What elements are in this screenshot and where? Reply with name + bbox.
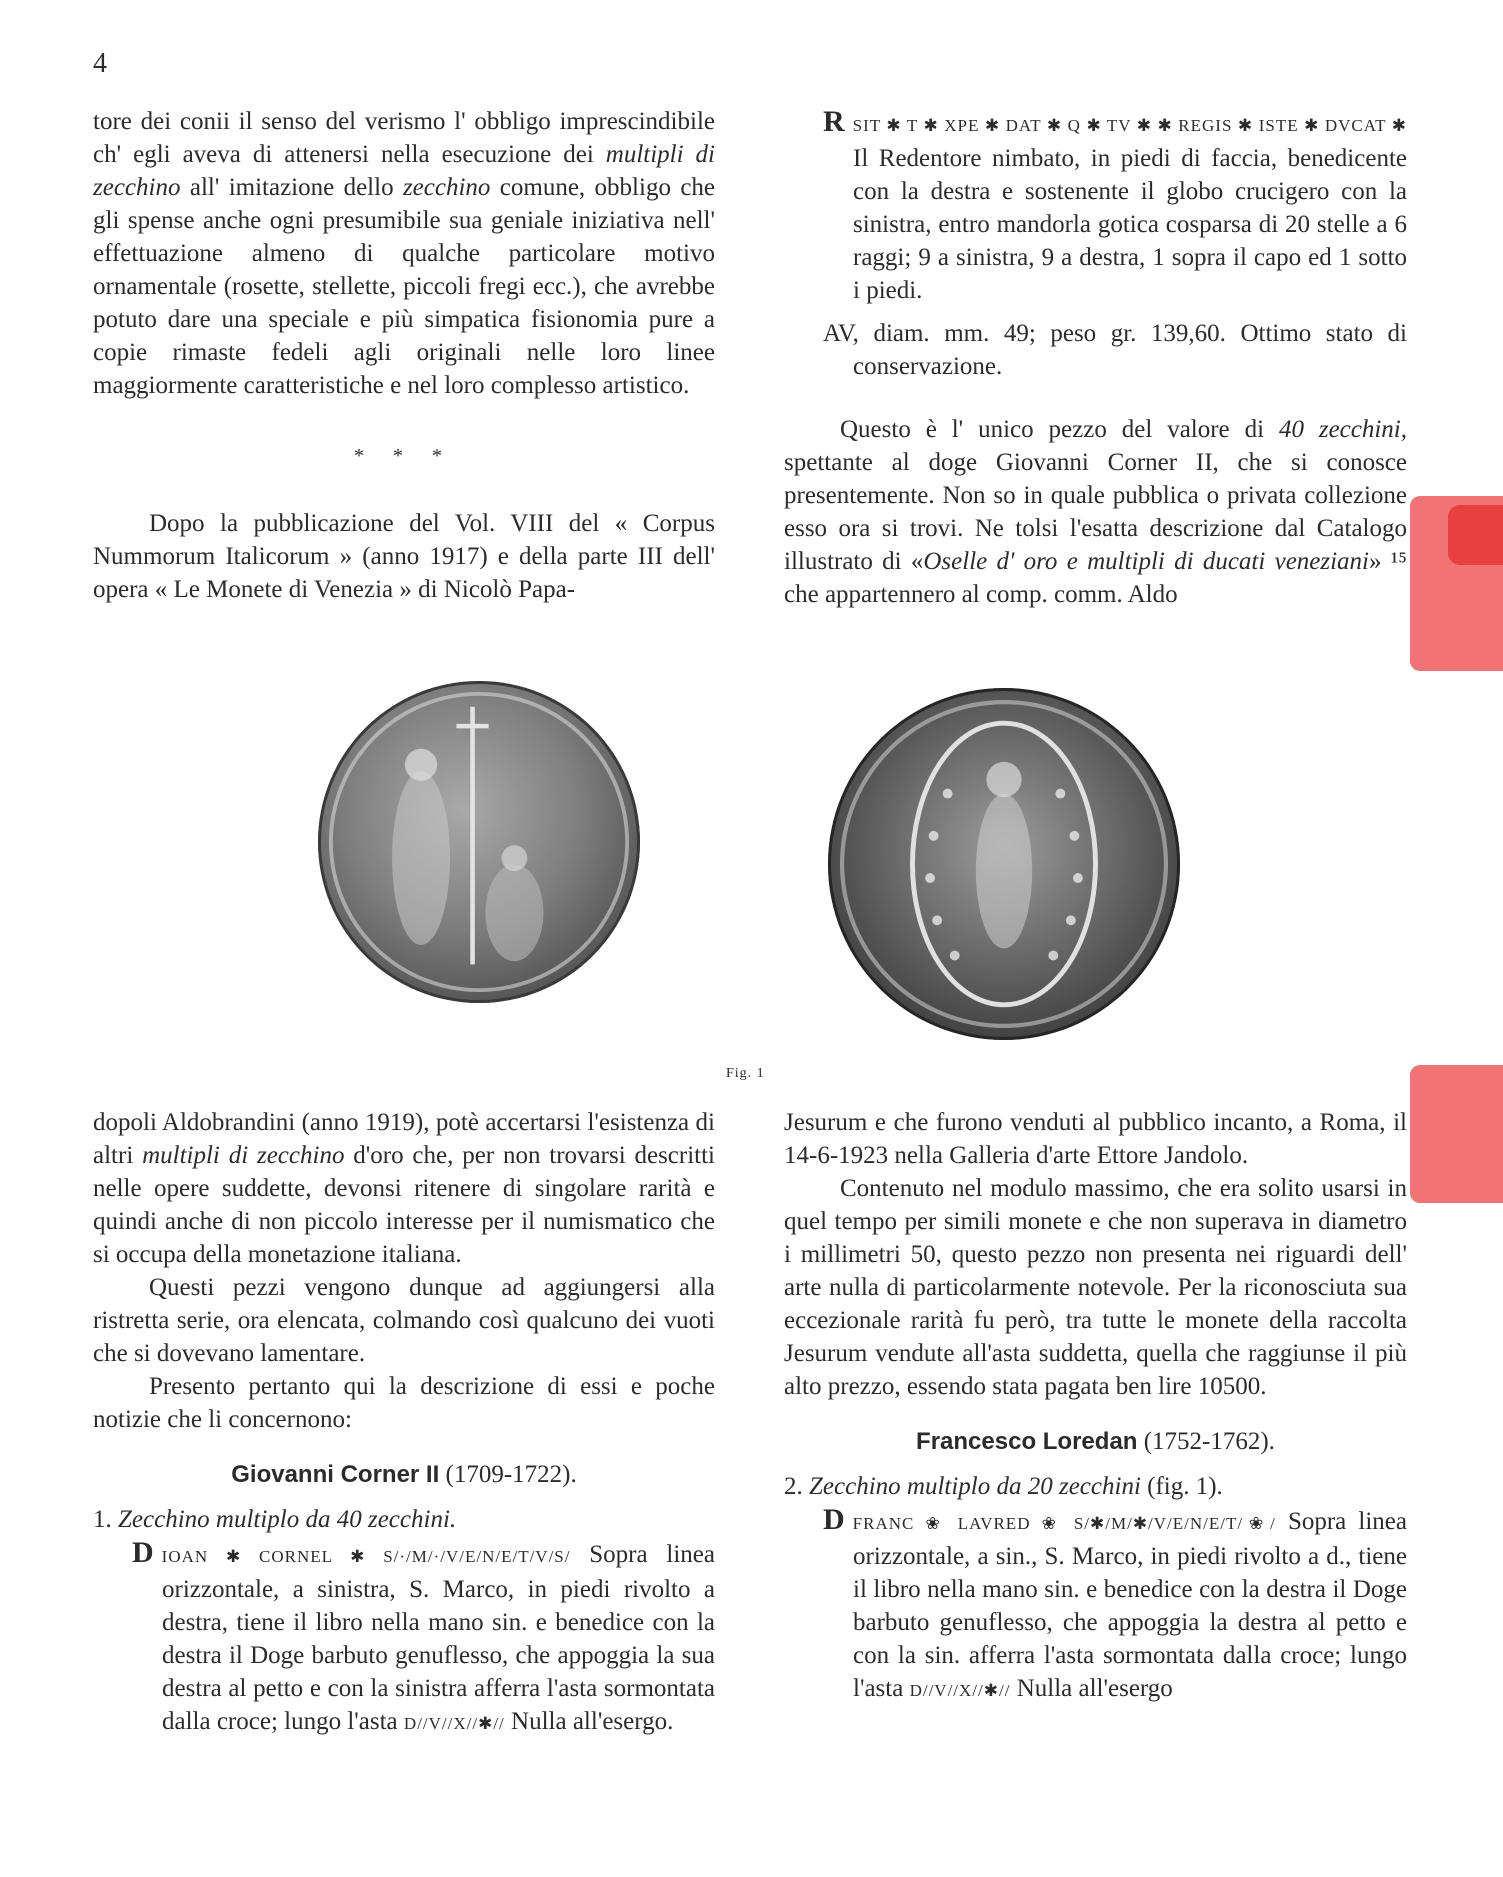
entry-title-2: 2. Zecchino multiplo da 20 zecchini (fig. 1). xyxy=(784,1473,1223,1500)
obverse-legend: IOAN ✱ CORNEL ✱ S/·/M/·/V/E/N/E/T/V/S/ xyxy=(161,1547,571,1566)
section-separator: * * * xyxy=(354,445,454,467)
reverse-symbol: R xyxy=(823,105,845,138)
paragraph-presento: Presento pertanto qui la descrizione di essi e poche notizie che li concernono: xyxy=(93,1373,715,1433)
obverse-description-1: DIOAN ✱ CORNEL ✱ S/·/M/·/V/E/N/E/T/V/S/ Sopra linea orizzontale, a sinistra, S. Marco, in piedi rivolto a destra, tiene il libro nella mano sin. e benedice con la destra il Doge barbuto genuflesso, che appoggia la sua destra al petto e con la sinistra afferra l'asta sormontata dalla croce; lungo l'asta D//V//X//✱// Nulla all'esergo. xyxy=(132,1536,715,1735)
obverse-description-2: DFRANC ❀ LAVRED ❀ S/✱/M/✱/V/E/N/E/T/❀/ Sopra linea orizzontale, a sin., S. Marco, in piedi rivolto a d., tiene il libro nella mano sin. e benedice con la destra il Doge barbuto genuflesso, che appoggia la destra al petto e con la sin. afferra l'asta sormontata dalla croce; lungo l'asta D//V//X//✱// Nulla all'esergo xyxy=(823,1503,1407,1702)
bookmark-tab-lower[interactable] xyxy=(1410,1065,1503,1203)
paragraph-verismo: tore dei conii il senso del verismo l' obbligo imprescindibile ch' egli aveva di attenersi nella esecuzione dei multipli di zecchino all' imitazione dello zecchino comune, obbligo che gli spense anche ogni presumibile sua geniale iniziativa nell' effettuazione almeno di qualche particolare motivo ornamentale (rosette, stellette, piccoli fregi ecc.), che avrebbe potuto dare una speciale e più simpatica fisionomia pure a copie rimaste fedeli agli originali nelle loro linee maggiormente caratteristiche e nel loro complesso artistico. xyxy=(93,108,716,399)
right-column-top xyxy=(784,105,1407,611)
coin-obverse-image xyxy=(318,681,640,1003)
paragraph-questi-pezzi: Questi pezzi vengono dunque ad aggiungersi alla ristretta serie, ora elencata, colmando così qualcuno dei vuoti che si dovevano lamentare. xyxy=(93,1274,715,1367)
section-heading-loredan: Francesco Loredan (1752-1762). xyxy=(916,1428,1275,1455)
paragraph-jesurum: Jesurum e che furono venduti al pubblico incanto, a Roma, il 14-6-1923 nella Galleria d'arte Ettore Jandolo. xyxy=(784,1109,1407,1169)
obverse-symbol: D xyxy=(132,1536,154,1569)
obverse-legend: FRANC ❀ LAVRED ❀ S/✱/M/✱/V/E/N/E/T/❀/ xyxy=(852,1514,1276,1533)
paragraph-modulo-massimo: Contenuto nel modulo massimo, che era solito usarsi in quel tempo per simili monete e che non superava in diametro i millimetri 50, questo pezzo non presenta nei riguardi dell' arte nulla di particolarmente notevole. Per la riconosciuta sua eccezionale rarità fu però, tra tutte le monete della raccolta Jesurum vendute all'asta suddetta, quella che raggiunse il più alto prezzo, essendo stata pagata ben lire 10500. xyxy=(784,1175,1407,1400)
bookmark-tab-upper-marker[interactable] xyxy=(1448,505,1503,565)
left-column-bottom xyxy=(93,1106,715,1740)
right-column-bottom xyxy=(784,1106,1407,1707)
left-column-top xyxy=(93,105,715,606)
coin-reverse-drawing xyxy=(828,688,1180,1040)
reverse-legend: SIT ✱ T ✱ XPE ✱ DAT ✱ Q ✱ TV ✱ ✱ REGIS ✱ ISTE ✱ DVCAT ✱ xyxy=(852,116,1407,135)
paragraph-unico-pezzo: Questo è l' unico pezzo del valore di 40 zecchini, spettante al doge Giovanni Corner II, che si conosce presentemente. Non so in quale pubblica o privata collezione esso ora si trovi. Ne tolsi l'esatta descrizione dal Catalogo illustrato di «Oselle d' oro e multipli di ducati veneziani» ¹⁵ che appartennero al comp. comm. Aldo xyxy=(784,416,1408,608)
metal-info: AV, diam. mm. 49; peso gr. 139,60. Ottimo stato di conservazione. xyxy=(823,320,1407,380)
coin-obverse-drawing xyxy=(318,681,640,1003)
section-heading-corner: Giovanni Corner II (1709-1722). xyxy=(231,1461,577,1488)
obverse-symbol: D xyxy=(823,1503,845,1536)
paragraph-aldobrandini: dopoli Aldobrandini (anno 1919), potè accertarsi l'esistenza di altri multipli di zecchino d'oro che, per non trovarsi descritti nelle opere suddette, devonsi ritenere di singolare rarità e quindi anche di non piccolo interesse per il numismatico che si occupa della monetazione italiana. xyxy=(93,1109,716,1268)
entry-title-1: 1. Zecchino multiplo da 40 zecchini. xyxy=(93,1506,457,1533)
page-number: 4 xyxy=(93,48,107,79)
paragraph-pubblicazione: Dopo la pubblicazione del Vol. VIII del « Corpus Nummorum Italicorum » (anno 1917) e della parte III dell' opera « Le Monete di Venezia » di Nicolò Papa- xyxy=(93,510,715,603)
coin-reverse-image xyxy=(828,688,1180,1040)
figure-caption: Fig. 1 xyxy=(726,1066,765,1081)
reverse-description: RSIT ✱ T ✱ XPE ✱ DAT ✱ Q ✱ TV ✱ ✱ REGIS ✱ ISTE ✱ DVCAT ✱ Il Redentore nimbato, in piedi di faccia, benedicente con la destra e sostenente il globo crucigero con la sinistra, entro mandorla gotica cosparsa di 20 stelle a 6 raggi; 9 a sinistra, 9 a destra, 1 sopra il capo ed 1 sotto i piedi. xyxy=(823,105,1407,304)
